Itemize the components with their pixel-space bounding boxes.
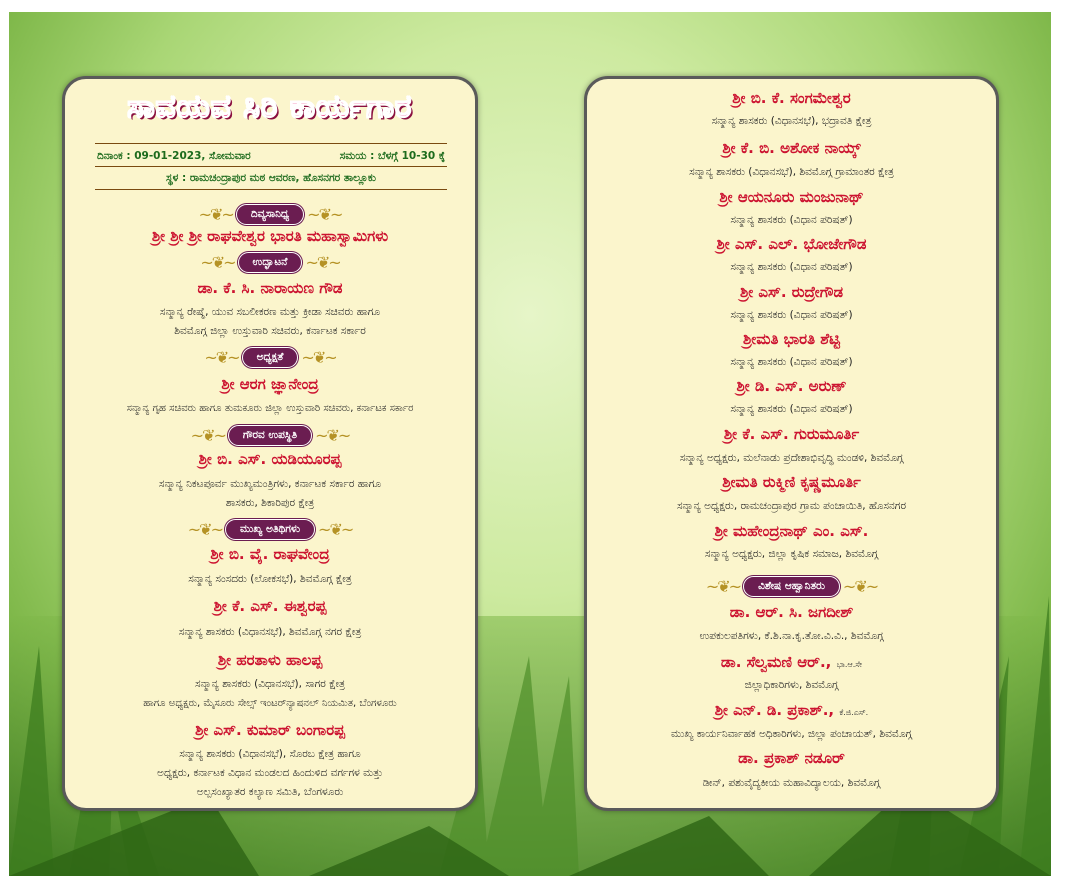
person-designation: ಡೀನ್, ಪಶುವೈದ್ಯಕೀಯ ಮಹಾವಿದ್ಯಾಲಯ, ಶಿವಮೊಗ್ಗ bbox=[702, 777, 881, 789]
person-name: ಶ್ರೀ ಬಿ. ಕೆ. ಸಂಗಮೇಶ್ವರ bbox=[732, 89, 851, 107]
event-title: ಸಾವಯವ ಸಿರಿ ಕಾರ್ಯಗಾರ bbox=[127, 89, 413, 125]
person-name: ಡಾ. ಸೆಲ್ವಮಣಿ ಆರ್., ಭಾ.ಆ.ಸೇ bbox=[720, 653, 863, 671]
ornament-right-icon: ~❦~ bbox=[301, 347, 336, 367]
person-name: ಶ್ರೀ ಡಿ. ಎಸ್. ಅರುಣ್ bbox=[736, 377, 847, 395]
person-designation: ಸನ್ಮಾನ್ಯ ಶಾಸಕರು (ವಿಧಾನ ಪರಿಷತ್) bbox=[730, 261, 853, 273]
person-name: ಡಾ. ಆರ್. ಸಿ. ಜಗದೀಶ್ bbox=[729, 603, 854, 621]
person-designation: ಸನ್ಮಾನ್ಯ ನಿಕಟಪೂರ್ವ ಮುಖ್ಯಮಂತ್ರಿಗಳು, ಕರ್ನಾಟಕ ಸರ್ಕಾರ ಹಾಗೂ bbox=[158, 478, 382, 490]
person-designation: ಅಧ್ಯಕ್ಷರು, ಕರ್ನಾಟಕ ವಿಧಾನ ಮಂಡಲದ ಹಿಂದುಳಿದ ವರ್ಗಗಳ ಮತ್ತು bbox=[157, 767, 383, 779]
person-name: ಶ್ರೀ ಎನ್. ಡಿ. ಪ್ರಕಾಶ್., ಕೆ.ಜಿ.ಎಸ್. bbox=[714, 701, 869, 719]
person-designation: ಉಪಕುಲಪತಿಗಳು, ಕೆ.ಶಿ.ನಾ.ಕೃ.ತೋ.ವಿ.ವಿ., ಶಿವಮೊಗ್ಗ bbox=[699, 630, 884, 642]
title-suffix: ಕೆ.ಜಿ.ಎಸ್. bbox=[839, 708, 869, 717]
date-time-row bbox=[95, 143, 447, 167]
person-name: ಶ್ರೀ ಎಸ್. ಎಲ್. ಭೋಜೇಗೌಡ bbox=[716, 235, 867, 253]
person-name: ಶ್ರೀ ಶ್ರೀ ಶ್ರೀ ರಾಘವೇಶ್ವರ ಭಾರತಿ ಮಹಾಸ್ವಾಮಿಗಳು bbox=[151, 227, 389, 245]
person-designation: ಸನ್ಮಾನ್ಯ ಸಂಸದರು (ಲೋಕಸಭೆ), ಶಿವಮೊಗ್ಗ ಕ್ಷೇತ್ರ bbox=[188, 573, 352, 585]
person-name: ಶ್ರೀ ಎಸ್. ಕುಮಾರ್ ಬಂಗಾರಪ್ಪ bbox=[195, 721, 345, 739]
left-invitation-panel bbox=[62, 76, 478, 811]
person-designation: ಸನ್ಮಾನ್ಯ ಅಧ್ಯಕ್ಷರು, ಮಲೆನಾಡು ಪ್ರದೇಶಾಭಿವೃದ್ಧಿ ಮಂಡಳಿ, ಶಿವಮೊಗ್ಗ bbox=[679, 452, 904, 464]
ornament-right-icon: ~❦~ bbox=[315, 425, 350, 445]
person-name: ಶ್ರೀ ಕೆ. ಎಸ್. ಈಶ್ವರಪ್ಪ bbox=[213, 597, 327, 615]
person-name: ಶ್ರೀ ಹರತಾಳು ಹಾಲಪ್ಪ bbox=[217, 651, 323, 669]
ornament-left-icon: ~❦~ bbox=[190, 425, 225, 445]
person-name: ಶ್ರೀ ಆರಗ ಜ್ಞಾನೇಂದ್ರ bbox=[221, 375, 319, 393]
person-designation: ಸನ್ಮಾನ್ಯ ಶಾಸಕರು (ವಿಧಾನ ಪರಿಷತ್) bbox=[730, 403, 853, 415]
person-name: ಶ್ರೀಮತಿ ರುಕ್ಮಿಣಿ ಕೃಷ್ಣಮೂರ್ತಿ bbox=[722, 473, 861, 491]
person-name: ಶ್ರೀ ಬಿ. ಎಸ್. ಯಡಿಯೂರಪ್ಪ bbox=[198, 450, 342, 468]
title-suffix: ಭಾ.ಆ.ಸೇ bbox=[836, 660, 863, 669]
person-designation: ಮುಖ್ಯ ಕಾರ್ಯನಿರ್ವಾಹಕ ಅಧಿಕಾರಿಗಳು, ಜಿಲ್ಲಾ ಪಂಚಾಯತ್, ಶಿವಮೊಗ್ಗ bbox=[671, 728, 912, 740]
person-designation: ಅಲ್ಪಸಂಖ್ಯಾತರ ಕಲ್ಯಾಣ ಸಮಿತಿ, ಬೆಂಗಳೂರು bbox=[196, 786, 344, 798]
person-designation: ಸನ್ಮಾನ್ಯ ಶಾಸಕರು (ವಿಧಾನಸಭೆ), ಶಿವಮೊಗ್ಗ ನಗರ ಕ್ಷೇತ್ರ bbox=[178, 626, 362, 638]
person-designation: ಸನ್ಮಾನ್ಯ ಶಾಸಕರು (ವಿಧಾನ ಪರಿಷತ್) bbox=[730, 356, 853, 368]
ornament-right-icon: ~❦~ bbox=[305, 252, 340, 272]
person-name: ಡಾ. ಕೆ. ಸಿ. ನಾರಾಯಣ ಗೌಡ bbox=[197, 279, 343, 297]
person-name: ಡಾ. ಪ್ರಕಾಶ್ ನಡೂರ್ bbox=[738, 749, 845, 767]
ornament-left-icon: ~❦~ bbox=[200, 252, 235, 272]
section-tag-inauguration: ~❦~ ಉದ್ಘಾಟನೆ ~❦~ bbox=[200, 252, 340, 272]
person-name: ಶ್ರೀ ಕೆ. ಬಿ. ಅಶೋಕ ನಾಯ್ಕ್ bbox=[722, 139, 861, 157]
person-designation: ಸನ್ಮಾನ್ಯ ಶಾಸಕರು (ವಿಧಾನ ಪರಿಷತ್) bbox=[730, 214, 853, 226]
ornament-left-icon: ~❦~ bbox=[204, 347, 239, 367]
person-designation: ಸನ್ಮಾನ್ಯ ಅಧ್ಯಕ್ಷರು, ಜಿಲ್ಲಾ ಕೃಷಿಕ ಸಮಾಜ, ಶಿವಮೊಗ್ಗ bbox=[704, 548, 879, 560]
person-name: ಶ್ರೀ ಎಸ್. ರುದ್ರೇಗೌಡ bbox=[739, 283, 844, 301]
person-name: ಶ್ರೀ ಆಯನೂರು ಮಂಜುನಾಥ್ bbox=[719, 188, 864, 206]
person-designation: ಶಿವಮೊಗ್ಗ ಜಿಲ್ಲಾ ಉಸ್ತುವಾರಿ ಸಚಿವರು, ಕರ್ನಾಟಕ ಸರ್ಕಾರ bbox=[174, 325, 366, 337]
event-date: ದಿನಾಂಕ : 09-01-2023, ಸೋಮವಾರ bbox=[97, 150, 251, 162]
person-name: ಶ್ರೀ ಮಹೇಂದ್ರನಾಥ್ ಎಂ. ಎಸ್. bbox=[714, 522, 869, 540]
person-designation: ಸನ್ಮಾನ್ಯ ಶಾಸಕರು (ವಿಧಾನಸಭೆ), ಭದ್ರಾವತಿ ಕ್ಷೇತ್ರ bbox=[711, 115, 872, 127]
person-designation: ಸನ್ಮಾನ್ಯ ಶಾಸಕರು (ವಿಧಾನ ಪರಿಷತ್) bbox=[730, 309, 853, 321]
ornament-left-icon: ~❦~ bbox=[187, 519, 222, 539]
person-name: ಶ್ರೀ ಬಿ. ವೈ. ರಾಘವೇಂದ್ರ bbox=[210, 545, 330, 563]
person-designation: ಸನ್ಮಾನ್ಯ ಶಾಸಕರು (ವಿಧಾನಸಭೆ), ಸಾಗರ ಕ್ಷೇತ್ರ bbox=[195, 678, 345, 690]
section-tag-chief-guests: ~❦~ ಮುಖ್ಯ ಅತಿಥಿಗಳು ~❦~ bbox=[187, 519, 353, 539]
person-designation: ಸನ್ಮಾನ್ಯ ಶಾಸಕರು (ವಿಧಾನಸಭೆ), ಸೊರಬ ಕ್ಷೇತ್ರ ಹಾಗೂ bbox=[179, 748, 361, 760]
person-designation: ಜಿಲ್ಲಾಧಿಕಾರಿಗಳು, ಶಿವಮೊಗ್ಗ bbox=[744, 679, 839, 691]
section-tag-presidency: ~❦~ ಅಧ್ಯಕ್ಷತೆ ~❦~ bbox=[204, 347, 336, 367]
ornament-right-icon: ~❦~ bbox=[842, 576, 878, 596]
person-designation: ಸನ್ಮಾನ್ಯ ರೇಷ್ಮೆ, ಯುವ ಸಬಲೀಕರಣ ಮತ್ತು ಕ್ರೀಡಾ ಸಚಿವರು ಹಾಗೂ bbox=[159, 306, 381, 318]
event-time: ಸಮಯ : ಬೆಳಗ್ಗೆ 10-30 ಕ್ಕೆ bbox=[339, 150, 445, 162]
section-tag-divine-presence: ~❦~ ದಿವ್ಯಸಾನಿಧ್ಯ ~❦~ bbox=[198, 204, 342, 224]
person-designation: ಸನ್ಮಾನ್ಯ ಶಾಸಕರು (ವಿಧಾನಸಭೆ), ಶಿವಮೊಗ್ಗ ಗ್ರಾಮಾಂತರ ಕ್ಷೇತ್ರ bbox=[689, 166, 894, 178]
ornament-left-icon: ~❦~ bbox=[705, 576, 741, 596]
person-designation: ಹಾಗೂ ಅಧ್ಯಕ್ಷರು, ಮೈಸೂರು ಸೇಲ್ಸ್ ಇಂಟರ್‌ನ್ಯಾಷನಲ್ ನಿಯಮಿತ, ಬೆಂಗಳೂರು bbox=[143, 698, 397, 709]
person-name: ಶ್ರೀಮತಿ ಭಾರತಿ ಶೆಟ್ಟಿ bbox=[743, 330, 840, 348]
ornament-right-icon: ~❦~ bbox=[307, 204, 342, 224]
section-tag-special-invitees: ~❦~ ವಿಶೇಷ ಆಹ್ವಾನಿತರು ~❦~ bbox=[705, 576, 878, 596]
person-name: ಶ್ರೀ ಕೆ. ಎಸ್. ಗುರುಮೂರ್ತಿ bbox=[723, 425, 860, 443]
person-designation: ಶಾಸಕರು, ಶಿಕಾರಿಪುರ ಕ್ಷೇತ್ರ bbox=[225, 497, 315, 509]
event-venue: ಸ್ಥಳ : ರಾಮಚಂದ್ರಾಪುರ ಮಠ ಆವರಣ, ಹೊಸನಗರ ತಾಲ್ಲೂಕು bbox=[95, 168, 447, 190]
person-designation: ಸನ್ಮಾನ್ಯ ಗೃಹ ಸಚಿವರು ಹಾಗೂ ತುಮಕೂರು ಜಿಲ್ಲಾ ಉಸ್ತುವಾರಿ ಸಚಿವರು, ಕರ್ನಾಟಕ ಸರ್ಕಾರ bbox=[126, 403, 414, 414]
section-tag-honorary-presence: ~❦~ ಗೌರವ ಉಪಸ್ಥಿತಿ ~❦~ bbox=[190, 425, 350, 445]
person-designation: ಸನ್ಮಾನ್ಯ ಅಧ್ಯಕ್ಷರು, ರಾಮಚಂದ್ರಾಪುರ ಗ್ರಾಮ ಪಂಚಾಯಿತಿ, ಹೊಸನಗರ bbox=[676, 500, 907, 512]
right-invitation-panel bbox=[584, 76, 999, 811]
ornament-left-icon: ~❦~ bbox=[198, 204, 233, 224]
ornament-right-icon: ~❦~ bbox=[318, 519, 353, 539]
